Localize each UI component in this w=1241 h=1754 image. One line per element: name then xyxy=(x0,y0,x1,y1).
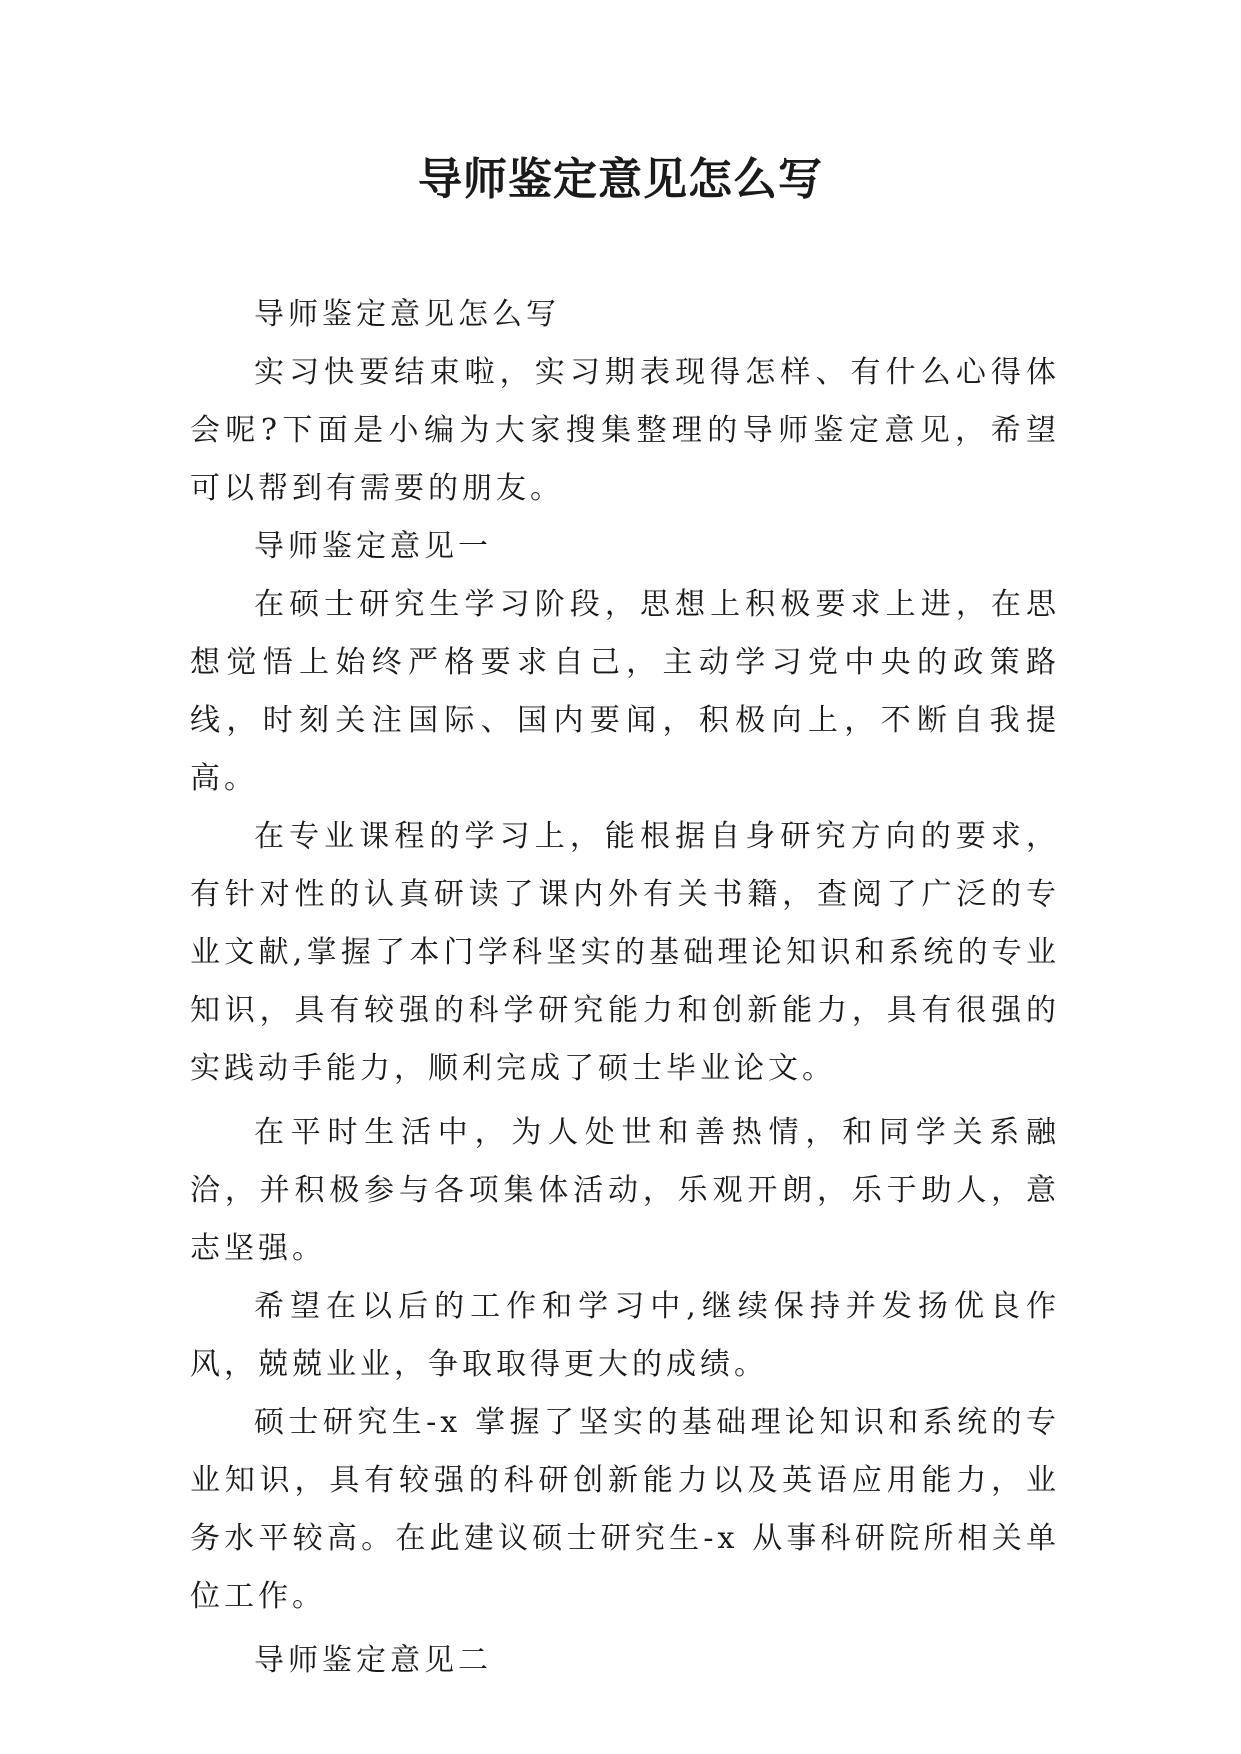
paragraph-hope: 希望在以后的工作和学习中,继续保持并发扬优良作风，兢兢业业，争取取得更大的成绩。 xyxy=(190,1289,1060,1382)
paragraph-heading: 导师鉴定意见怎么写 xyxy=(254,297,560,332)
document-title: 导师鉴定意见怎么写 xyxy=(418,154,823,205)
section-heading-two: 导师鉴定意见二 xyxy=(254,1643,492,1678)
paragraph-intro: 实习快要结束啦，实习期表现得怎样、有什么心得体会呢?下面是小编为大家搜集整理的导师鉴定意见，希望可以帮到有需要的朋友。 xyxy=(190,355,1060,506)
document-body xyxy=(190,286,1060,1690)
section-heading-one: 导师鉴定意见一 xyxy=(254,529,492,564)
paragraph-recommendation: 硕士研究生-x 掌握了坚实的基础理论知识和系统的专业知识，具有较强的科研创新能力以及英语应用能力，业务水平较高。在此建议硕士研究生-x 从事科研院所相关单位工作。 xyxy=(190,1405,1060,1614)
paragraph-ideology: 在硕士研究生学习阶段，思想上积极要求上进，在思想觉悟上始终严格要求自己，主动学习党中央的政策路线，时刻关注国际、国内要闻，积极向上，不断自我提高。 xyxy=(190,587,1060,796)
paragraph-life: 在平时生活中，为人处世和善热情，和同学关系融洽，并积极参与各项集体活动，乐观开朗，乐于助人，意志坚强。 xyxy=(190,1115,1060,1266)
paragraph-study: 在专业课程的学习上，能根据自身研究方向的要求，有针对性的认真研读了课内外有关书籍，查阅了广泛的专业文献,掌握了本门学科坚实的基础理论知识和系统的专业知识，具有较强的科学研究能力和创新能力，具有很强的实践动手能力，顺利完成了硕士毕业论文。 xyxy=(190,819,1060,1086)
